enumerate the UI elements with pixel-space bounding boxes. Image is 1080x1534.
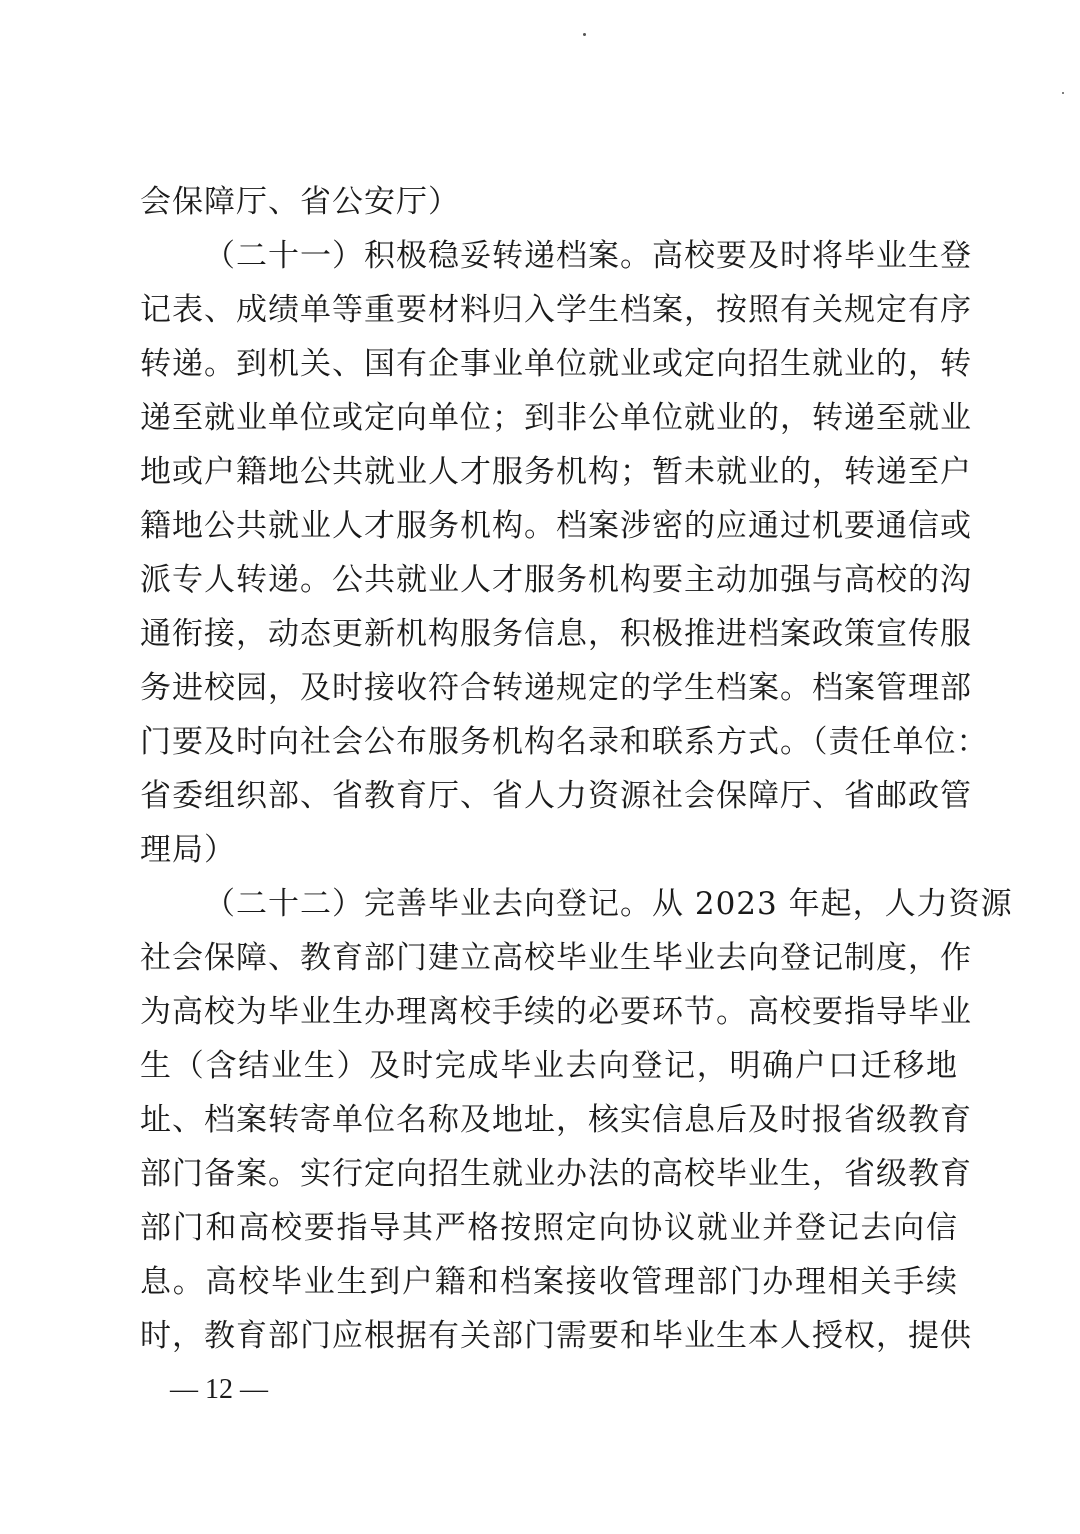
text-line: 部门和高校要指导其严格按照定向协议就业并登记去向信 [140, 1210, 958, 1246]
scan-speck [583, 33, 586, 36]
text-line: 门要及时向社会公布服务机构名录和联系方式。（责任单位： [140, 724, 989, 760]
text-line: 派专人转递。公共就业人才服务机构要主动加强与高校的沟 [140, 562, 972, 598]
text-line: 记表、成绩单等重要材料归入学生档案，按照有关规定有序 [140, 292, 972, 328]
text-line: 递至就业单位或定向单位；到非公单位就业的，转递至就业 [140, 400, 972, 436]
section-heading-line: （二十一）积极稳妥转递档案。高校要及时将毕业生登 [204, 238, 972, 274]
text-line: 会保障厅、省公安厅） [140, 184, 460, 220]
text-line: 转递。到机关、国有企事业单位就业或定向招生就业的，转 [140, 346, 972, 382]
text-line: 省委组织部、省教育厅、省人力资源社会保障厅、省邮政管 [140, 778, 972, 814]
text-line: 部门备案。实行定向招生就业办法的高校毕业生，省级教育 [140, 1156, 972, 1192]
text-line: 理局） [140, 832, 236, 868]
scan-speck [1062, 92, 1064, 94]
text-line: 通衔接，动态更新机构服务信息，积极推进档案政策宣传服 [140, 616, 972, 652]
text-line: 籍地公共就业人才服务机构。档案涉密的应通过机要通信或 [140, 508, 972, 544]
page-number: — 12 — [170, 1374, 268, 1405]
text-line: 息。高校毕业生到户籍和档案接收管理部门办理相关手续 [140, 1264, 958, 1300]
text-line: 地或户籍地公共就业人才服务机构；暂未就业的，转递至户 [140, 454, 972, 490]
text-line: 时，教育部门应根据有关部门需要和毕业生本人授权，提供 [140, 1318, 972, 1354]
text-line: 生（含结业生）及时完成毕业去向登记，明确户口迁移地 [140, 1048, 958, 1084]
text-line: 社会保障、教育部门建立高校毕业生毕业去向登记制度，作 [140, 940, 972, 976]
section-heading-line: （二十二）完善毕业去向登记。从 2023 年起，人力资源 [204, 886, 1013, 922]
text-line: 址、档案转寄单位名称及地址，核实信息后及时报省级教育 [140, 1102, 972, 1138]
text-line: 务进校园，及时接收符合转递规定的学生档案。档案管理部 [140, 670, 972, 706]
text-line: 为高校为毕业生办理离校手续的必要环节。高校要指导毕业 [140, 994, 972, 1030]
